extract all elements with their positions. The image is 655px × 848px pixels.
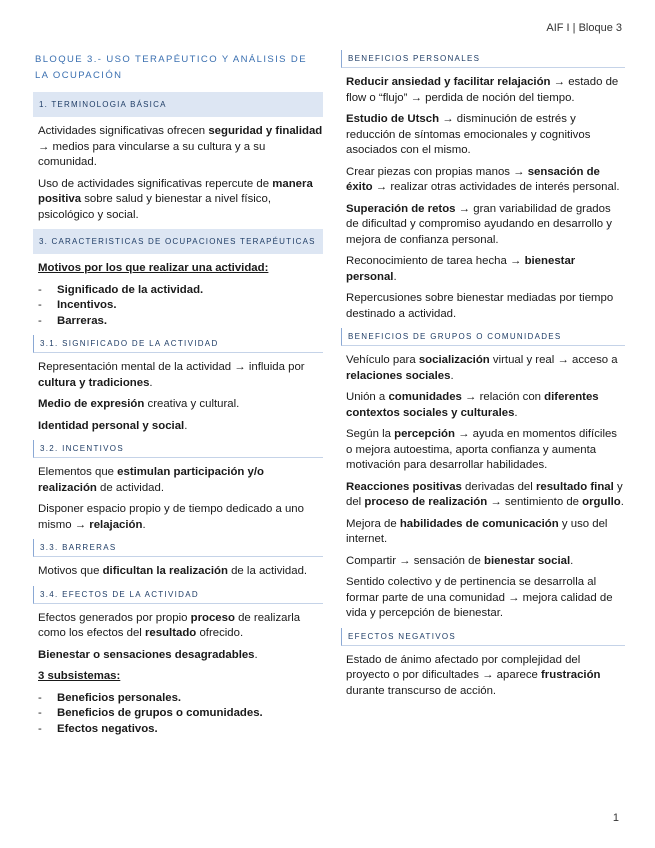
motivos-list <box>38 283 323 330</box>
paragraph: Medio de expresión creativa y cultural. <box>38 398 240 410</box>
paragraph: Reducir ansiedad y facilitar relajación → estado de flow o “flujo” → perdida de noción del tiempo. <box>346 76 619 104</box>
paragraph: Bienestar o sensaciones desagradables. <box>38 648 258 661</box>
paragraph: Elementos que estimulan participación y/o realización de actividad. <box>38 466 265 494</box>
section-heading-incentivos: 3.2. INCENTIVOS <box>33 440 323 458</box>
section-heading-efectos: 3.4. EFECTOS DE LA ACTIVIDAD <box>33 586 323 604</box>
list-item: - Significado de la actividad. <box>38 283 323 299</box>
paragraph: Mejora de habilidades de comunicación y uso del internet. <box>346 517 608 545</box>
paragraph: Unión a comunidades → relación con diferentes contextos sociales y culturales. <box>346 391 599 419</box>
section-heading-barreras: 3.3. BARRERAS <box>33 539 323 557</box>
paragraph: Superación de retos → gran variabilidad de grados de dificultad y compromiso ayudando en desarrollo y mejora de confianza personal. <box>346 202 612 246</box>
paragraph: Crear piezas con propias manos → sensación de éxito → realizar otras actividades de interés personal. <box>346 165 620 193</box>
list-item: - Barreras. <box>38 314 323 330</box>
paragraph: Estado de ánimo afectado por complejidad del proyecto o por dificultades → aparece frustración durante transcurso de acción. <box>346 653 601 697</box>
paragraph: Identidad personal y social. <box>38 419 188 432</box>
list-item: - Beneficios de grupos o comunidades. <box>38 706 323 722</box>
left-column <box>33 50 323 743</box>
paragraph: Repercusiones sobre bienestar mediadas por tiempo destinado a actividad. <box>346 292 614 320</box>
motivos-title: Motivos por los que realizar una actividad: <box>38 262 269 274</box>
page-header: AIF I | Bloque 3 <box>546 22 622 34</box>
paragraph: Reconocimiento de tarea hecha → bienestar personal. <box>346 255 576 283</box>
paragraph: Reacciones positivas derivadas del resultado final y del proceso de realización → sentimiento de orgullo. <box>346 480 624 508</box>
paragraph: Uso de actividades significativas repercute de manera positiva sobre salud y bienestar a nivel físico, psicológico y social. <box>38 177 313 221</box>
section-heading-efectos-negativos: EFECTOS NEGATIVOS <box>341 628 625 646</box>
section-heading-beneficios-grupos: BENEFICIOS DE GRUPOS O COMUNIDADES <box>341 328 625 346</box>
section-heading-terminologia: 1. TERMINOLOGIA BÁSICA <box>33 92 323 117</box>
subsistemas-title: 3 subsistemas: <box>38 670 121 682</box>
paragraph: Compartir → sensación de bienestar social. <box>346 554 574 567</box>
paragraph: Disponer espacio propio y de tiempo dedicado a uno mismo → relajación. <box>38 503 304 531</box>
paragraph: Representación mental de la actividad → influida por cultura y tradiciones. <box>38 361 305 389</box>
list-item: - Efectos negativos. <box>38 722 323 738</box>
section-heading-caracteristicas: 3. CARACTERISTICAS DE OCUPACIONES TERAPÉUTICAS <box>33 229 323 254</box>
section-heading-significado: 3.1. SIGNIFICADO DE LA ACTIVIDAD <box>33 335 323 353</box>
document-title: BLOQUE 3.- USO TERAPÉUTICO Y ANÁLISIS DE LA OCUPACIÓN <box>35 54 307 81</box>
paragraph: Vehículo para socialización virtual y real → acceso a relaciones sociales. <box>346 354 618 382</box>
paragraph: Sentido colectivo y de pertinencia se desarrolla al formar parte de una comunidad → mejora calidad de vida y percepción de bienestar. <box>346 576 613 619</box>
paragraph: Según la percepción → ayuda en momentos difíciles o mejora autoestima, aporta confianza y aumenta motivación para desarrollar habilidades. <box>346 428 617 471</box>
section-heading-beneficios-personales: BENEFICIOS PERSONALES <box>341 50 625 68</box>
subsistemas-list <box>38 691 323 738</box>
paragraph: Estudio de Utsch → disminución de estrés y reducción de síntomas emocionales y cognitivos asociados con el mismo. <box>346 113 591 156</box>
paragraph: Actividades significativas ofrecen seguridad y finalidad → medios para vincularse a su cultura y a su comunidad. <box>38 125 323 168</box>
paragraph: Motivos que dificultan la realización de la actividad. <box>38 565 308 577</box>
list-item: - Incentivos. <box>38 298 323 314</box>
list-item: - Beneficios personales. <box>38 691 323 707</box>
page-number: 1 <box>612 812 619 824</box>
right-column <box>341 50 625 705</box>
paragraph: Efectos generados por propio proceso de realizarla como los efectos del resultado ofrecido. <box>38 611 301 639</box>
